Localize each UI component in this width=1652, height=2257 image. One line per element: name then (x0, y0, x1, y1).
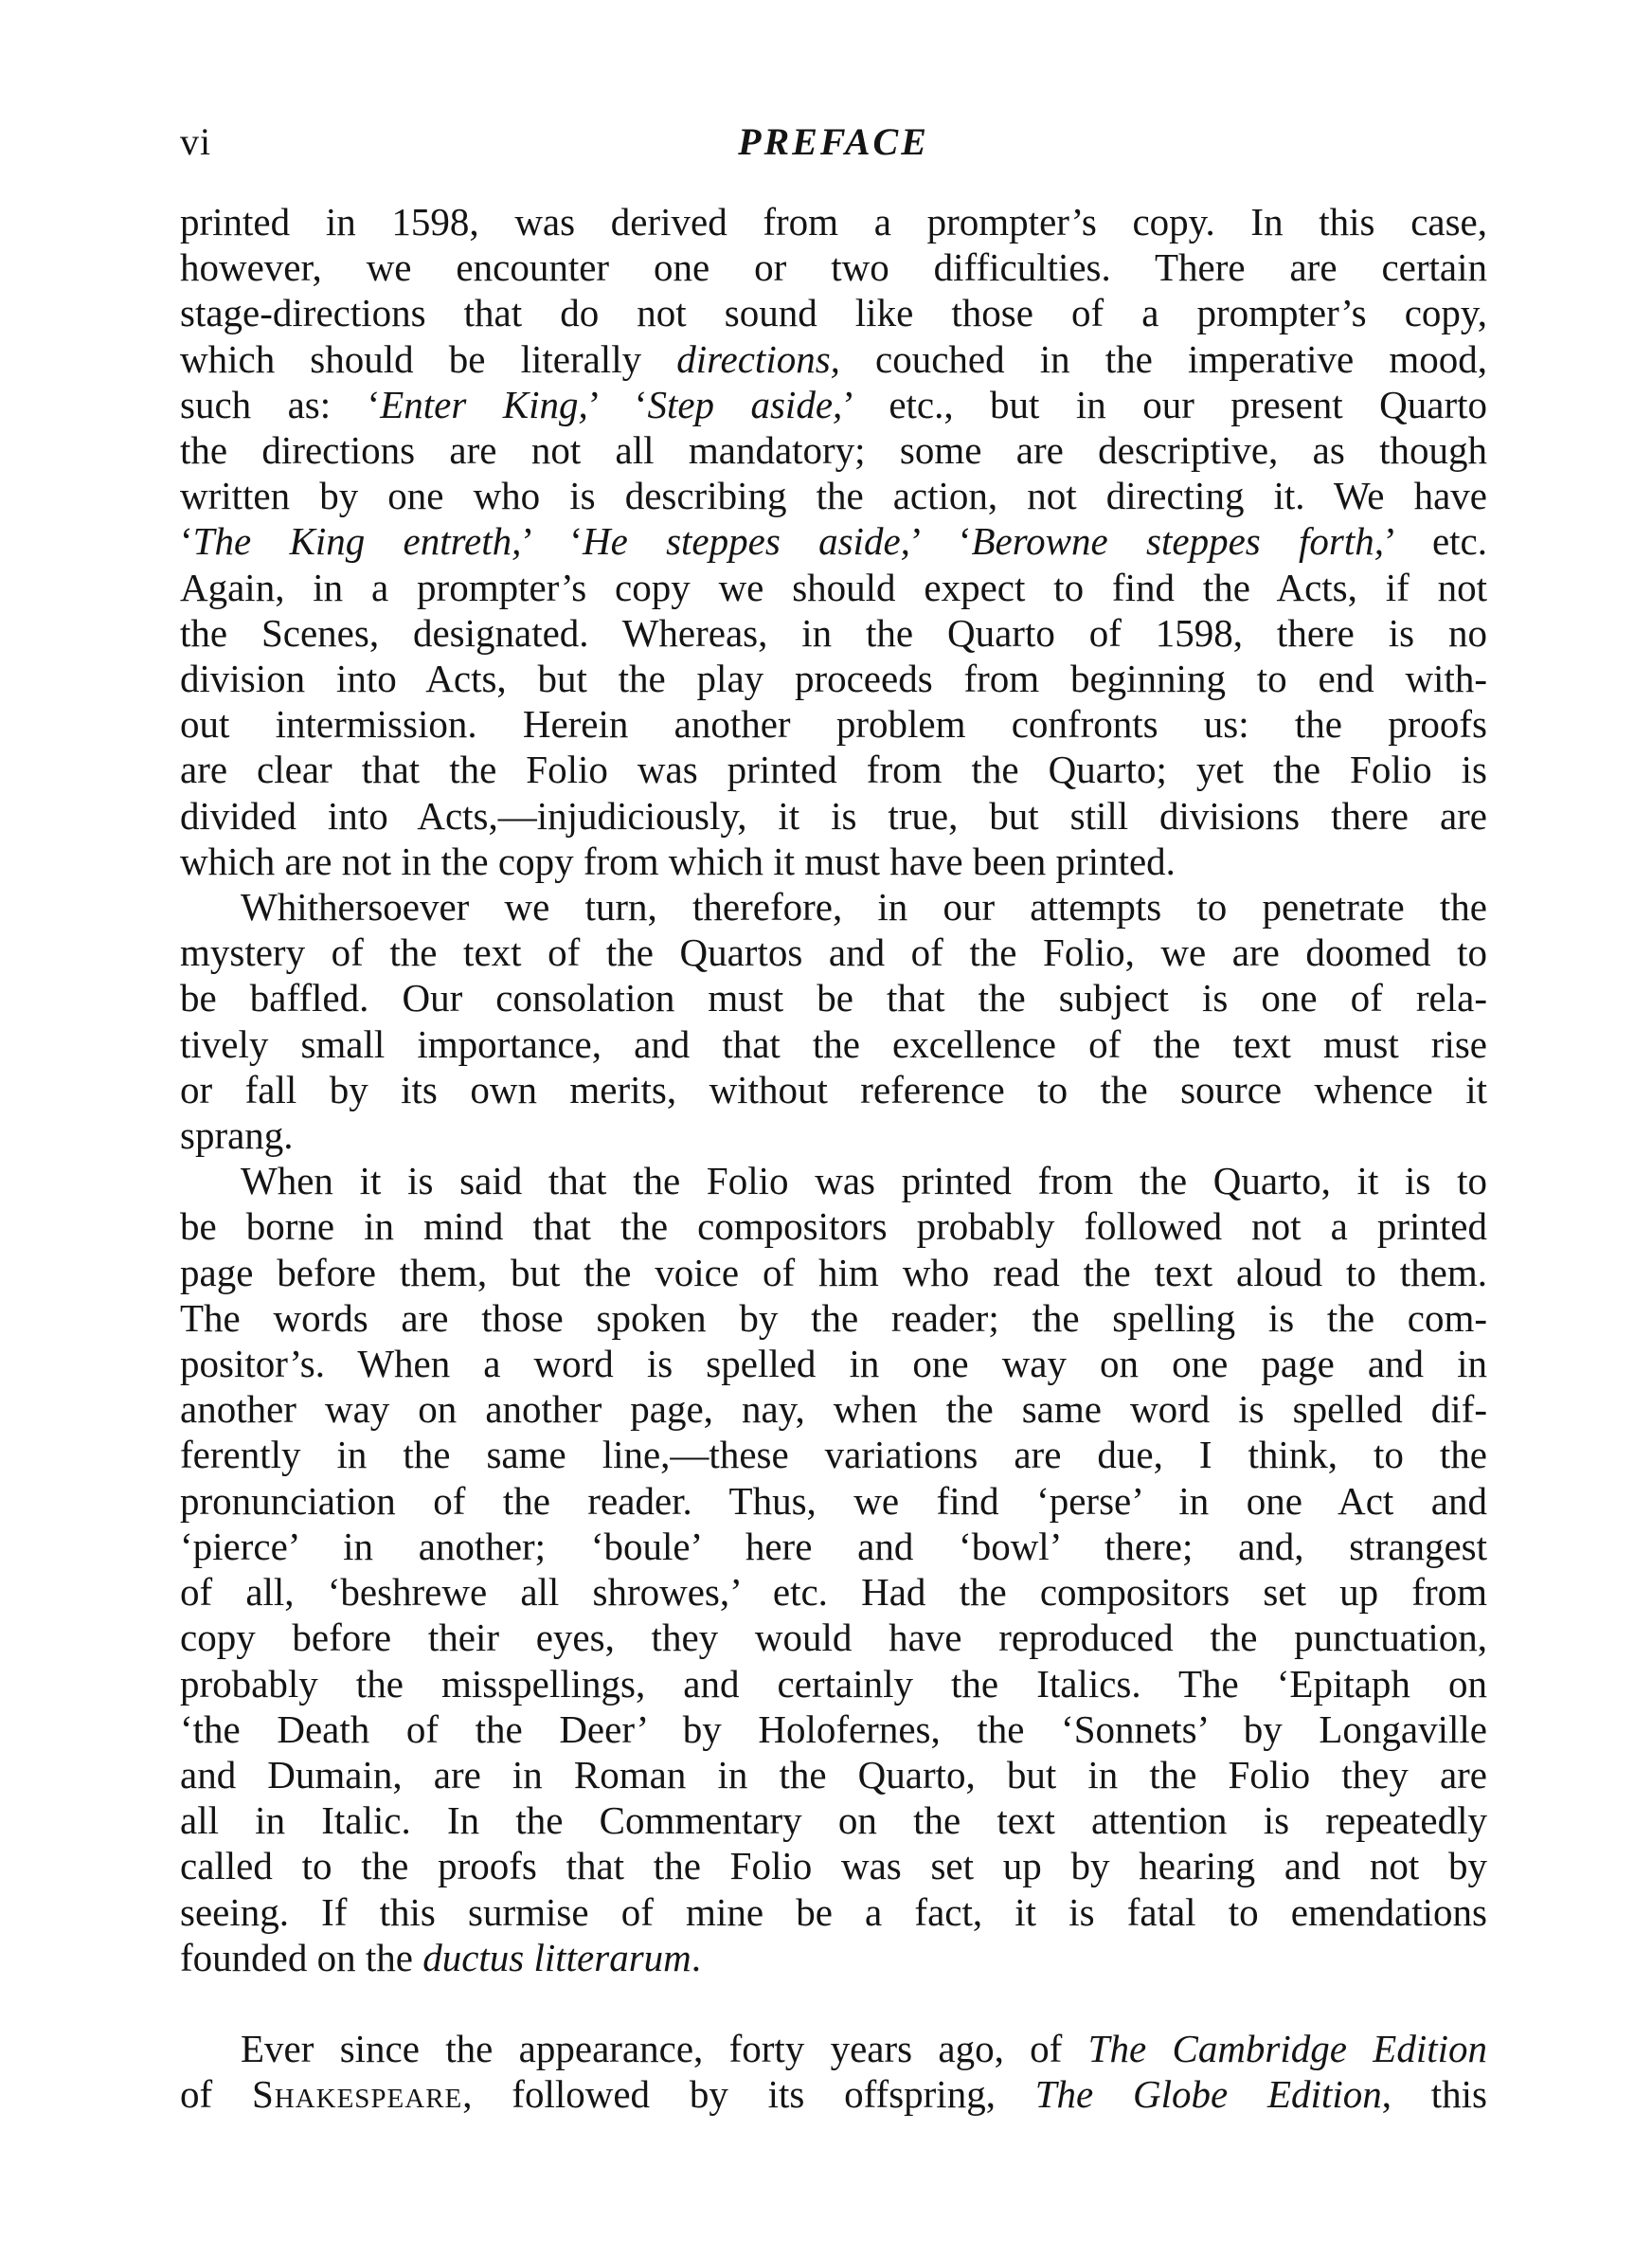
text-line: another way on another page, nay, when the same word is spelled dif- (180, 1387, 1487, 1432)
text-line: or fall by its own merits, without reference to the source whence it (180, 1067, 1487, 1111)
paragraph-3 (180, 1158, 1487, 1980)
text-line: all in Italic. In the Commentary on the text attention is repeatedly (180, 1798, 1487, 1843)
text-line: the directions are not all mandatory; some are descriptive, as though (180, 428, 1487, 473)
text-line: Ever since the appearance, forty years ago, of The Cambridge Edition (241, 2026, 1488, 2070)
page-number: vi (180, 120, 212, 163)
text-line: however, we encounter one or two difficulties. There are certain (180, 245, 1487, 290)
text-line: mystery of the text of the Quartos and of the Folio, we are doomed to (180, 930, 1487, 975)
text-line: copy before their eyes, they would have reproduced the punctuation, (180, 1616, 1487, 1660)
text-line: ferently in the same line,—these variations are due, I think, to the (180, 1433, 1487, 1477)
text-line: out intermission. Herein another problem confronts us: the proofs (180, 702, 1487, 747)
text-line: which should be literally directions, couched in the imperative mood, (180, 336, 1488, 381)
text-line: ‘the Death of the Deer’ by Holofernes, the ‘Sonnets’ by Longaville (180, 1706, 1487, 1751)
text-line: When it is said that the Folio was printed from the Quarto, it is to (241, 1159, 1487, 1203)
text-line: stage-directions that do not sound like those of a prompter’s copy, (180, 291, 1487, 335)
text-line: divided into Acts,—injudiciously, it is true, but still divisions there are (180, 793, 1487, 838)
body-text (180, 199, 1487, 2117)
text-line: Whithersoever we turn, therefore, in our attempts to penetrate the (241, 885, 1487, 930)
text-line: printed in 1598, was derived from a prompter’s copy. In this case, (180, 200, 1487, 244)
paragraph-4 (180, 2026, 1487, 2117)
running-head (180, 119, 1487, 176)
text-line: written by one who is describing the action, not directing it. We have (180, 474, 1487, 518)
text-line: of Shakespeare, followed by its offspring, The Globe Edition, this (180, 2072, 1487, 2117)
text-line: division into Acts, but the play proceeds from beginning to end with- (180, 657, 1487, 701)
text-line: sprang. (180, 1113, 294, 1158)
text-line: which are not in the copy from which it must have been printed. (180, 839, 1176, 883)
page-title: PREFACE (738, 120, 929, 163)
text-line: page before them, but the voice of him who read the text aloud to them. (180, 1250, 1487, 1294)
paragraph-2 (180, 884, 1487, 1158)
text-line: be baffled. Our consolation must be that the subject is one of rela- (180, 976, 1487, 1020)
text-line: pronunciation of the reader. Thus, we find ‘perse’ in one Act and (180, 1478, 1487, 1523)
text-line: such as: ‘Enter King,’ ‘Step aside,’ etc., but in our present Quarto (180, 382, 1487, 426)
text-line: Again, in a prompter’s copy we should expect to find the Acts, if not (180, 565, 1487, 609)
text-line: of all, ‘beshrewe all shrowes,’ etc. Had the compositors set up from (180, 1570, 1487, 1615)
text-line: are clear that the Folio was printed from the Quarto; yet the Folio is (180, 748, 1487, 792)
text-line: and Dumain, are in Roman in the Quarto, but in the Folio they are (180, 1752, 1487, 1797)
text-line: probably the misspellings, and certainly the Italics. The ‘Epitaph on (180, 1661, 1487, 1706)
text-line: founded on the ductus litterarum. (180, 1935, 702, 1979)
text-line: positor’s. When a word is spelled in one way on one page and in (180, 1342, 1487, 1386)
text-line: ‘pierce’ in another; ‘boule’ here and ‘bowl’ there; and, strangest (180, 1524, 1487, 1568)
text-line: called to the proofs that the Folio was set up by hearing and not by (180, 1844, 1487, 1888)
text-line: be borne in mind that the compositors probably followed not a printed (180, 1204, 1487, 1249)
paragraph-1 (180, 199, 1487, 884)
text-line: tively small importance, and that the excellence of the text must rise (180, 1021, 1487, 1066)
text-line: The words are those spoken by the reader; the spelling is the com- (180, 1295, 1487, 1340)
text-line: ‘The King entreth,’ ‘He steppes aside,’ ‘Berowne steppes forth,’ etc. (180, 519, 1487, 564)
text-line: seeing. If this surmise of mine be a fact, it is fatal to emendations (180, 1889, 1487, 1934)
text-line: the Scenes, designated. Whereas, in the Quarto of 1598, there is no (180, 610, 1487, 655)
